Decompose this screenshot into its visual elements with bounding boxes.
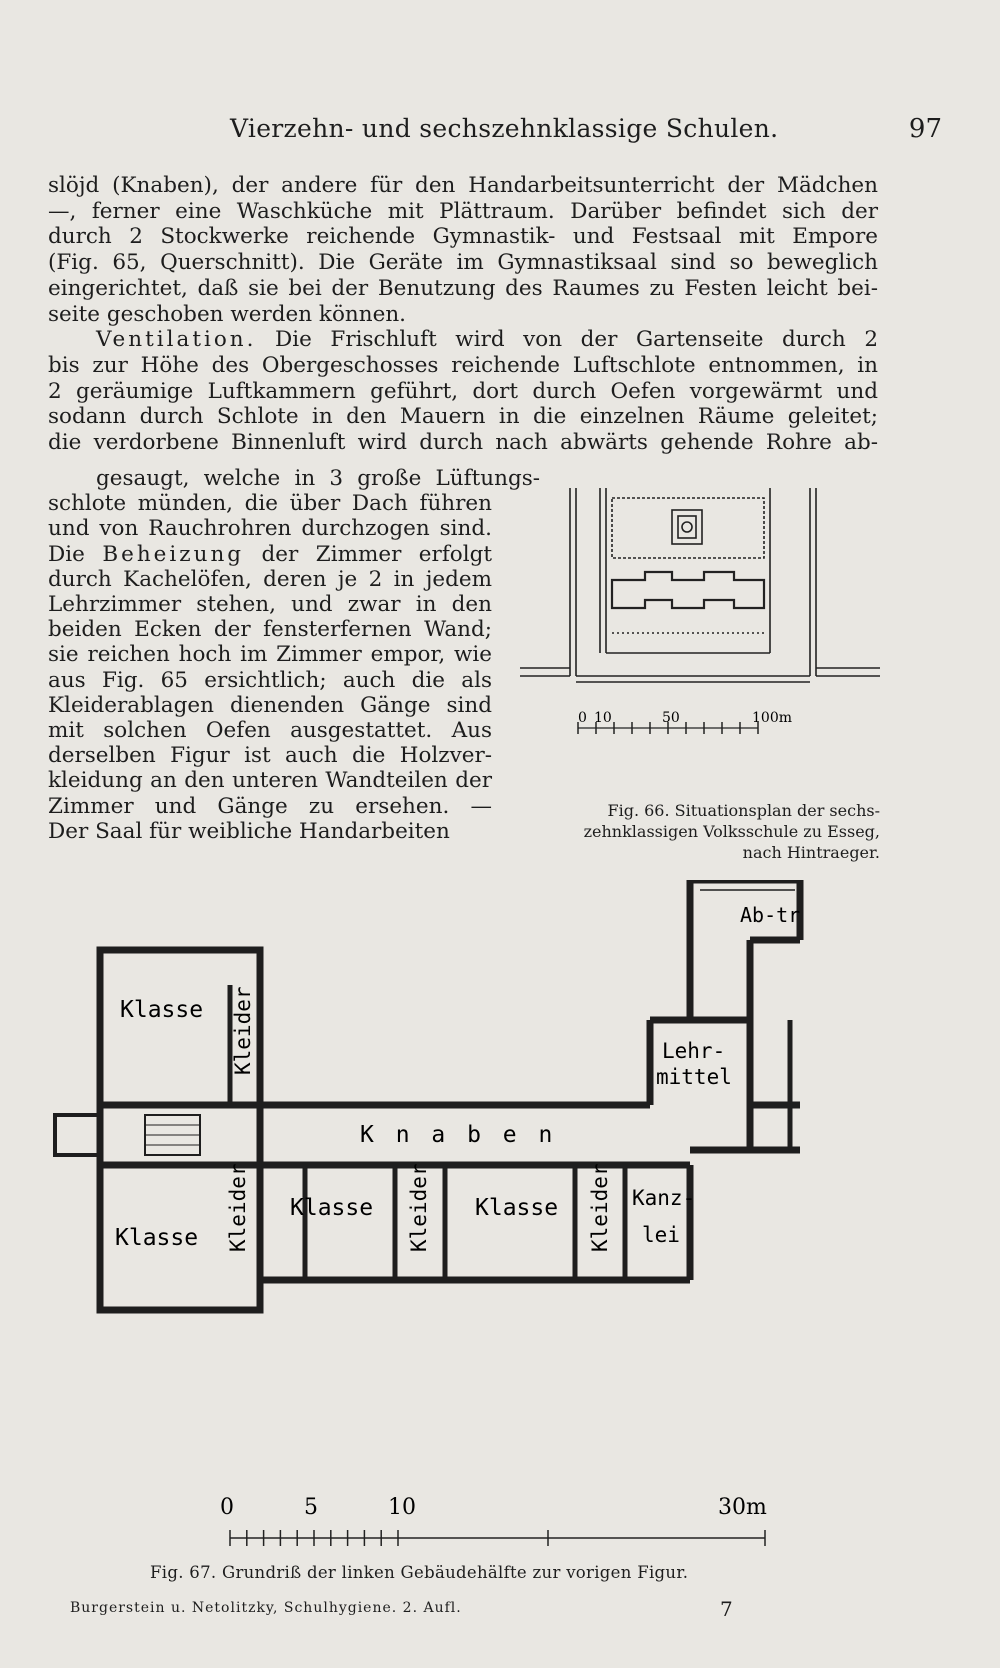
text-line: Der Saal für weibliche Handarbeiten [48,818,450,844]
text-line: eingerichtet, daß sie bei der Benutzung des Raumes zu Festen leicht bei- [48,275,878,301]
beheizung-heading: Beheizung [102,541,245,567]
room-label-klasse: Klasse [120,997,204,1023]
sheet-signature: 7 [720,1597,733,1621]
text-line: mit solchen Oefen ausgestattet. Aus [48,718,492,744]
text-line: Lehrzimmer stehen, und zwar in den [48,592,492,618]
caption-line: zehnklassigen Volksschule zu Esseg, [583,822,880,841]
text-line: Kleiderablagen dienenden Gänge sind [48,692,492,718]
text-line: beiden Ecken der fensterfernen Wand; [48,617,492,643]
text-line: durch 2 Stockwerke reichende Gymnastik- und Festsaal mit Empore [48,224,878,250]
corridor-label-knaben: K n a b e n [360,1122,557,1148]
ground-plan-figure [50,880,890,1350]
text-line: gesaugt, welche in 3 große Lüftungs- [96,466,540,491]
text-line: durch Kachelöfen, deren je 2 in jedem [48,566,492,592]
figure-66-caption [520,800,880,863]
text-line: (Fig. 65, Querschnitt). Die Geräte im Gymnastiksaal sind so beweglich [48,250,878,276]
caption-line: nach Hintraeger. [742,843,880,862]
scale-label: 10 [388,1495,416,1520]
heizung-text: der Zimmer erfolgt [261,541,492,567]
room-label-kanzlei: lei [642,1223,680,1247]
ventilation-text: Die Frischluft wird von der Gartenseite durch 2 [256,327,878,353]
room-label-kleider: Kleider [588,1163,612,1252]
page-number: 97 [908,114,942,144]
scale-label: 5 [304,1495,318,1520]
room-label-lehrmittel: Lehr- [662,1039,726,1063]
site-plan-drawing [520,488,880,728]
die-word: Die [48,541,85,567]
figure-67-caption: Fig. 67. Grundriß der linken Gebäudehälfte zur vorigen Figur. [150,1563,689,1582]
text-line: schlote münden, die über Dach führen [48,491,492,517]
site-plan-figure [520,488,880,788]
text-line: Zimmer und Gänge zu ersehen. — [48,793,492,819]
text-line: seite geschoben werden können. [48,301,406,327]
text-line: bis zur Höhe des Obergeschosses reichende Luftschlote entnommen, in [48,352,878,378]
scale-label: 30m [718,1495,767,1520]
body-text-full-width [48,173,878,456]
text-line: sie reichen hoch im Zimmer empor, wie [48,642,492,668]
room-label-kleider: Kleider [231,986,255,1075]
scale-label: 0 [578,710,587,726]
text-line-ventilation [48,327,878,353]
room-label-kleider: Kleider [226,1163,250,1252]
text-line: sodann durch Schlote in den Mauern in die einzelnen Räume geleitet; [48,404,878,430]
text-line-heizung [48,542,492,567]
room-label-klasse: Klasse [115,1225,199,1251]
text-line: —, ferner eine Waschküche mit Plättraum. Darüber befindet sich der [48,198,878,224]
room-label-abtritt: Ab-tr [740,903,801,927]
text-line: aus Fig. 65 ersichtlich; auch die als [48,667,492,693]
room-label-kleider: Kleider [407,1163,431,1252]
ground-plan-scale-bar [220,1490,780,1560]
room-label-kanzlei: Kanz- [632,1186,696,1210]
text-line: die verdorbene Binnenluft wird durch nach abwärts gehende Rohre ab- [48,430,878,456]
footer-signature-line: Burgerstein u. Netolitzky, Schulhygiene. 2. Aufl. [70,1600,462,1616]
text-line: und von Rauchrohren durchzogen sind. [48,516,492,542]
ventilation-heading: Ventilation. [96,327,257,353]
room-label-klasse: Klasse [475,1195,559,1221]
room-label-lehrmittel: mittel [656,1065,732,1089]
text-line: kleidung an den unteren Wandteilen der [48,768,492,794]
text-line: derselben Figur ist auch die Holzver- [48,743,492,769]
text-line: 2 geräumige Luftkammern geführt, dort durch Oefen vorgewärmt und [48,378,878,404]
caption-line: Fig. 66. Situationsplan der sechs- [607,801,880,820]
running-head: Vierzehn- und sechszehnklassige Schulen. [230,114,779,143]
body-text-narrow [48,466,540,844]
scale-label: 50 [662,710,680,726]
scale-label: 100m [752,710,792,726]
scale-label: 0 [220,1495,234,1520]
room-label-klasse: Klasse [290,1195,374,1221]
scale-label: 10 [594,710,612,726]
text-line: slöjd (Knaben), der andere für den Handarbeitsunterricht der Mädchen [48,173,878,198]
